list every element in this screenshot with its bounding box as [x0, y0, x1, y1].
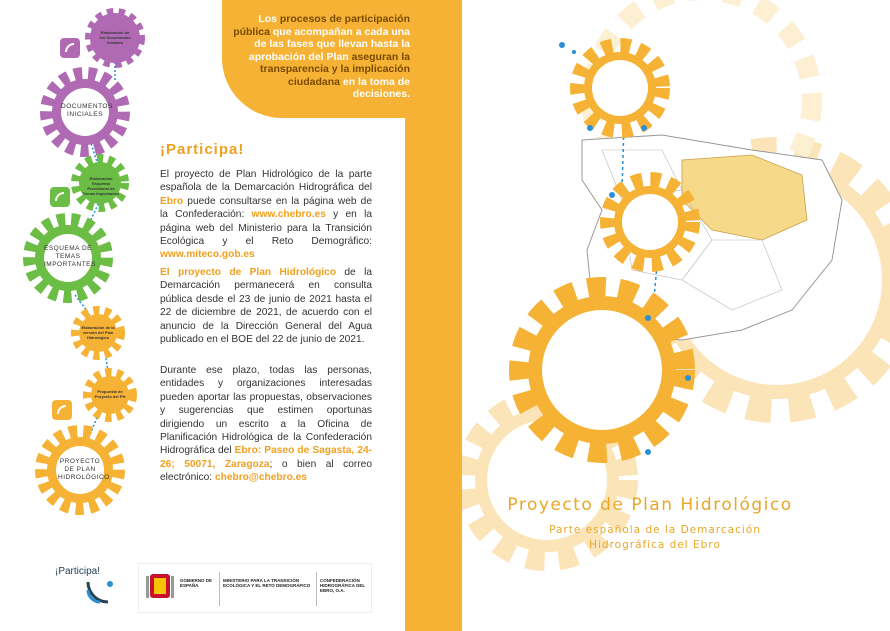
highlighted-text: Ebro [160, 195, 184, 207]
logo-ministerio: MINISTERIO PARA LA TRANSICIÓN ECOLÓGICA Y EL RETO DEMOGRÁFICO [223, 578, 311, 588]
body-text-segment: El proyecto de Plan Hidrológico de la parte española de la Demarcación Hidrográfica del [160, 169, 372, 194]
intro-segment: aseguran la transparencia y la implicación ciudadana [260, 50, 410, 88]
gear-label-proyecto: PROYECTO DE PLAN HIDROLÓGICO [58, 458, 110, 481]
gear-label-esquema: ESQUEMA DE TEMAS IMPORTANTES [44, 245, 96, 268]
cover-subtitle-line2: Hidrográfica del Ebro [589, 539, 721, 551]
gear-label-small-4: Propuesta de Proyecto del PH [94, 389, 126, 399]
intro-segment: procesos de participación pública [233, 13, 410, 38]
highlighted-text: chebro@chebro.es [214, 472, 307, 484]
participa-logo-text: ¡Participa! [55, 566, 101, 577]
paragraph-propuestas [160, 364, 372, 485]
cover-gear-top [578, 46, 662, 130]
logo-divider [316, 572, 317, 606]
body-text-segment: ; o bien al correo electrónico: [160, 458, 372, 484]
cover-subtitle [520, 523, 790, 553]
paragraph-consulta-web [160, 168, 372, 262]
intro-text [232, 13, 410, 101]
intro-segment: Los [258, 13, 280, 25]
cover-title: Proyecto de Plan Hidrológico [507, 495, 793, 515]
logo-confederacion: CONFEDERACIÓN HIDROGRÁFICA DEL EBRO, O.A. [320, 578, 365, 593]
section-title: ¡Participa! [160, 141, 245, 158]
body-text-segment: y en la página web del Ministerio para la Transición Ecológica y el Reto Demográfico: [160, 209, 372, 248]
intro-segment: en la toma de decisiones. [339, 75, 410, 100]
highlighted-text: www.miteco.gob.es [160, 249, 255, 261]
gear-label-documentos: DOCUMENTOS INICIALES [61, 103, 113, 118]
highlighted-text: El proyecto de Plan Hidrológico [160, 267, 337, 278]
gear-label-small-3: Elaboración de la versión del Plan Hidrológico [81, 325, 115, 340]
participation-icon [52, 400, 72, 420]
highlighted-text: www.chebro.es [251, 209, 326, 221]
intro-segment: que acompañan a cada una de las fases que llevan hasta la aprobación del Plan [248, 25, 410, 63]
cover-subtitle-line1: Parte española de la Demarcación [549, 524, 761, 536]
gear-label-small-2: Elaboración Esquema Provisional de Temas Importantes [82, 176, 120, 196]
logo-gobierno: GOBIERNO DE ESPAÑA [180, 578, 213, 588]
highlighted-text: Ebro: Paseo de Sagasta, 24-26; 50071, Zaragoza [160, 445, 372, 470]
gear-label-small-1: Elaboración de los Documentos Iniciales [99, 30, 131, 45]
cover-gear-bottom [520, 288, 684, 452]
coat-of-arms-icon [144, 568, 176, 604]
paragraph-plazo [160, 266, 372, 346]
participation-icon [50, 187, 70, 207]
body-text-segment: puede consultarse en la página web de la Confederación: [160, 195, 372, 221]
logo-divider [219, 572, 220, 606]
body-text-segment: de la Demarcación permanecerá en consulta pública desde el 23 de junio de 2021 hasta el 22 de diciembre de 2021, de acuerdo con el anuncio de la Dirección General del Agua publicado en el BOE del 22 de junio de 2021. [160, 267, 373, 346]
participation-icon [60, 38, 80, 58]
participa-logo-icon [84, 578, 114, 608]
body-text-segment: Durante ese plazo, todas las personas, entidades y organizaciones interesadas pueden aportar las propuestas, observaciones y sugerencias que estimen oportunas dirigiendo un escrito a la Oficina de Planificación Hidrológica de la Confederación Hidrográfica del [160, 365, 372, 457]
